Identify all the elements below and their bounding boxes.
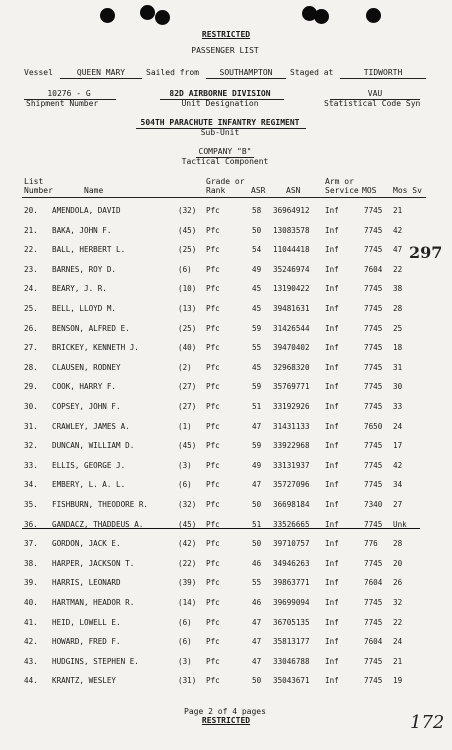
cell-asr: 46 [252,558,262,568]
table-row [0,402,452,416]
cell-name: HARTMAN, HEADOR R. [52,598,135,607]
strikethrough-line [22,528,420,529]
cell-unit-ref: (6) [178,637,192,647]
cell-rank: Pfc [206,304,220,313]
cell-mos-sv: 21 [393,206,403,215]
staged-label: Staged at [290,68,334,77]
cell-rank: Pfc [206,402,220,411]
cell-mos: 7745 [364,362,383,372]
cell-list-number: 31. [24,421,38,431]
cell-asr: 54 [252,245,262,255]
cell-asn: 32968320 [273,362,310,372]
cell-unit-ref: (32) [178,500,197,509]
cell-mos: 7745 [364,225,383,235]
cell-list-number: 37. [24,539,38,549]
table-row [0,304,452,318]
cell-mos-sv: 31 [393,362,403,372]
cell-name: AMENDOLA, DAVID [52,206,121,215]
handwritten-number: 172 [410,712,445,733]
cell-rank: Pfc [206,382,220,392]
table-row [0,500,452,514]
cell-asn: 33526665 [273,519,310,529]
cell-asn: 31426544 [273,323,310,333]
cell-asr: 50 [252,676,262,686]
cell-list-number: 26. [24,323,38,333]
table-row [0,363,452,377]
cell-asr: 49 [252,264,262,274]
cell-list-number: 35. [24,500,38,509]
cell-list-number: 41. [24,617,38,627]
col-asn: ASN [286,186,301,195]
cell-mos: 7745 [364,304,383,313]
cell-rank: Pfc [206,343,220,353]
cell-name: HUDGINS, STEPHEN E. [52,656,139,666]
margin-note: 297 [409,243,443,262]
punch-hole-1 [100,8,115,23]
cell-asr: 59 [252,323,262,333]
cell-arm: Inf [325,519,339,529]
table-row [0,578,452,592]
table-row [0,441,452,455]
cell-asn: 39481631 [273,304,310,313]
cell-mos: 7340 [364,500,383,509]
cell-list-number: 24. [24,284,38,294]
cell-arm: Inf [325,343,339,353]
cell-asn: 36964912 [273,206,310,215]
cell-asn: 35727096 [273,480,310,490]
cell-arm: Inf [325,382,339,392]
cell-name: BRICKEY, KENNETH J. [52,343,139,353]
cell-rank: Pfc [206,656,220,666]
cell-arm: Inf [325,284,339,294]
table-row [0,539,452,553]
cell-arm: Inf [325,539,339,549]
cell-rank: Pfc [206,519,220,529]
cell-arm: Inf [325,264,339,274]
col-arm: Arm or [325,177,354,186]
cell-mos: 7745 [364,206,383,215]
cell-asr: 59 [252,441,262,451]
cell-mos-sv: 26 [393,578,403,588]
cell-unit-ref: (25) [178,323,197,333]
cell-list-number: 39. [24,578,38,588]
cell-name: HARPER, JACKSON T. [52,558,135,568]
cell-unit-ref: (6) [178,617,192,627]
cell-name: CRAWLEY, JAMES A. [52,421,130,431]
cell-asr: 45 [252,304,262,313]
cell-mos: 7745 [364,598,383,607]
table-row [0,382,452,396]
cell-mos: 7745 [364,402,383,411]
cell-unit-ref: (25) [178,245,197,255]
cell-arm: Inf [325,304,339,313]
col-list-number: List [24,177,44,186]
company: COMPANY "B" [198,147,252,156]
cell-asn: 13190422 [273,284,310,294]
cell-asn: 39470402 [273,343,310,353]
cell-unit-ref: (27) [178,402,197,411]
cell-rank: Pfc [206,264,220,274]
cell-asr: 59 [252,382,262,392]
cell-asr: 51 [252,402,262,411]
cell-mos: 7745 [364,441,383,451]
cell-asr: 50 [252,500,262,509]
cell-asr: 55 [252,343,262,353]
sub-unit: 504TH PARACHUTE INFANTRY REGIMENT [140,118,300,127]
cell-list-number: 28. [24,362,38,372]
table-row [0,226,452,240]
cell-list-number: 42. [24,637,38,647]
cell-arm: Inf [325,656,339,666]
cell-unit-ref: (10) [178,284,197,294]
cell-list-number: 36. [24,519,38,529]
cell-arm: Inf [325,402,339,411]
col-arm-2: Service [325,186,359,195]
restricted-bottom: RESTRICTED [201,716,251,725]
shipment-label: Shipment Number [26,99,99,108]
cell-mos-sv: 17 [393,441,403,451]
cell-unit-ref: (40) [178,343,197,353]
cell-name: ELLIS, GEORGE J. [52,460,126,470]
cell-asn: 39863771 [273,578,310,588]
table-row [0,520,452,534]
cell-arm: Inf [325,421,339,431]
cell-list-number: 29. [24,382,38,392]
table-row [0,637,452,651]
cell-mos: 7604 [364,264,383,274]
code-label: Statistical Code Syn [324,99,421,108]
cell-arm: Inf [325,362,339,372]
cell-asn: 33046788 [273,656,310,666]
cell-name: BAKA, JOHN F. [52,225,112,235]
cell-asr: 50 [252,225,262,235]
cell-name: HOWARD, FRED F. [52,637,121,647]
table-row [0,676,452,690]
cell-mos: 7745 [364,245,383,255]
cell-asr: 47 [252,480,262,490]
cell-mos: 7650 [364,421,383,431]
cell-asn: 35769771 [273,382,310,392]
cell-mos: 7745 [364,480,383,490]
cell-asr: 45 [252,284,262,294]
col-mos-sv: Mos Sv [393,186,422,195]
cell-unit-ref: (14) [178,598,197,607]
cell-asr: 55 [252,578,262,588]
cell-asn: 33922968 [273,441,310,451]
col-grade-2: Rank [206,186,226,195]
cell-mos-sv: 24 [393,637,403,647]
col-list-number-2: Number [24,186,53,195]
cell-rank: Pfc [206,441,220,451]
cell-mos: 776 [364,539,378,549]
col-mos: MOS [362,186,377,195]
cell-unit-ref: (2) [178,362,192,372]
cell-mos-sv: 42 [393,460,403,470]
cell-mos: 7604 [364,578,383,588]
cell-name: DUNCAN, WILLIAM D. [52,441,135,451]
cell-mos-sv: 32 [393,598,403,607]
cell-asn: 35246974 [273,264,310,274]
table-row [0,618,452,632]
cell-mos: 7745 [364,519,383,529]
cell-unit-ref: (39) [178,578,197,588]
cell-arm: Inf [325,578,339,588]
cell-unit-ref: (45) [178,441,197,451]
table-row [0,598,452,612]
restricted-top: RESTRICTED [201,30,251,39]
cell-mos-sv: 24 [393,421,403,431]
cell-arm: Inf [325,617,339,627]
cell-unit-ref: (6) [178,480,192,490]
cell-mos: 7745 [364,323,383,333]
cell-list-number: 40. [24,598,38,607]
cell-asn: 34946263 [273,558,310,568]
cell-rank: Pfc [206,245,220,255]
cell-arm: Inf [325,441,339,451]
cell-mos-sv: 34 [393,480,403,490]
cell-name: HARRIS, LEONARD [52,578,121,588]
cell-name: GORDON, JACK E. [52,539,121,549]
cell-asn: 39710757 [273,539,310,549]
cell-rank: Pfc [206,578,220,588]
cell-rank: Pfc [206,225,220,235]
table-row [0,480,452,494]
cell-rank: Pfc [206,676,220,686]
cell-mos: 7604 [364,637,383,647]
cell-arm: Inf [325,245,339,255]
cell-asn: 13083578 [273,225,310,235]
cell-asn: 11044418 [273,245,310,255]
table-row [0,422,452,436]
shipment-number: 10276 - G [47,89,91,98]
cell-list-number: 22. [24,245,38,255]
cell-arm: Inf [325,206,339,215]
cell-list-number: 27. [24,343,38,353]
punch-hole-6 [366,8,381,23]
vessel-value: QUEEN MARY [76,68,126,77]
cell-arm: Inf [325,323,339,333]
cell-list-number: 33. [24,460,38,470]
cell-name: EMBERY, L. A. L. [52,480,126,490]
cell-list-number: 34. [24,480,38,490]
cell-name: HEID, LOWELL E. [52,617,121,627]
cell-asr: 46 [252,598,262,607]
table-row [0,284,452,298]
cell-asn: 39699094 [273,598,310,607]
cell-mos-sv: Unk [393,519,407,529]
cell-unit-ref: (22) [178,558,197,568]
cell-asr: 47 [252,617,262,627]
vessel-label: Vessel [24,68,53,77]
cell-mos: 7745 [364,460,383,470]
cell-mos-sv: 47 [393,245,403,255]
table-row [0,206,452,220]
cell-unit-ref: (45) [178,225,197,235]
cell-unit-ref: (27) [178,382,197,392]
cell-mos-sv: 22 [393,264,403,274]
company-label: Tactical Component [181,157,269,166]
cell-asn: 35043671 [273,676,310,686]
cell-unit-ref: (31) [178,676,197,686]
table-row [0,343,452,357]
cell-rank: Pfc [206,421,220,431]
punch-hole-5 [314,9,329,24]
cell-rank: Pfc [206,617,220,627]
cell-rank: Pfc [206,284,220,294]
cell-name: BENSON, ALFRED E. [52,323,130,333]
cell-rank: Pfc [206,558,220,568]
cell-name: FISHBURN, THEODORE R. [52,500,149,509]
cell-arm: Inf [325,225,339,235]
cell-mos-sv: 22 [393,617,403,627]
cell-arm: Inf [325,500,339,509]
cell-mos: 7745 [364,343,383,353]
cell-rank: Pfc [206,539,220,549]
col-asr: ASR [251,186,266,195]
cell-list-number: 20. [24,206,38,215]
cell-list-number: 43. [24,656,38,666]
cell-asn: 35813177 [273,637,310,647]
cell-name: COOK, HARRY F. [52,382,117,392]
cell-unit-ref: (45) [178,519,197,529]
cell-unit-ref: (32) [178,206,197,215]
cell-asr: 47 [252,421,262,431]
page-indicator: Page 2 of 4 pages [184,707,266,716]
staged-value: TIDWORTH [363,68,403,77]
table-row [0,559,452,573]
cell-mos: 7745 [364,676,383,686]
cell-rank: Pfc [206,206,220,215]
sailed-value: SOUTHAMPTON [219,68,273,77]
cell-mos-sv: 28 [393,304,403,313]
cell-mos-sv: 25 [393,323,403,333]
list-title: PASSENGER LIST [191,46,259,55]
cell-unit-ref: (13) [178,304,197,313]
cell-mos-sv: 33 [393,402,403,411]
cell-arm: Inf [325,676,339,686]
punch-hole-2 [140,5,155,20]
cell-list-number: 25. [24,304,38,313]
cell-mos: 7745 [364,284,383,294]
table-row [0,461,452,475]
punch-hole-3 [155,10,170,25]
cell-mos: 7745 [364,382,383,392]
cell-rank: Pfc [206,480,220,490]
cell-arm: Inf [325,598,339,607]
cell-mos-sv: 21 [393,656,403,666]
cell-name: BALL, HERBERT L. [52,245,126,255]
cell-name: BARNES, ROY D. [52,264,117,274]
unit-designation: 82D AIRBORNE DIVISION [169,89,271,98]
cell-name: BEARY, J. R. [52,284,107,294]
cell-list-number: 30. [24,402,38,411]
cell-arm: Inf [325,460,339,470]
unit-label: Unit Designation [181,99,259,108]
cell-rank: Pfc [206,500,220,509]
cell-list-number: 44. [24,676,38,686]
cell-mos-sv: 28 [393,539,403,549]
cell-asr: 45 [252,362,262,372]
code-syn: VAU [367,89,383,98]
cell-asn: 33192926 [273,402,310,411]
cell-arm: Inf [325,558,339,568]
cell-mos: 7745 [364,558,383,568]
cell-rank: Pfc [206,323,220,333]
cell-unit-ref: (42) [178,539,197,549]
col-name: Name [84,186,104,195]
cell-rank: Pfc [206,598,220,607]
cell-asn: 31431133 [273,421,310,431]
cell-asr: 50 [252,539,262,549]
table-row [0,324,452,338]
cell-unit-ref: (3) [178,656,192,666]
table-row [0,265,452,279]
cell-name: CLAUSEN, RODNEY [52,362,121,372]
cell-asn: 33131937 [273,460,310,470]
cell-asn: 36698184 [273,500,310,509]
cell-mos-sv: 19 [393,676,403,686]
cell-rank: Pfc [206,637,220,647]
cell-mos-sv: 30 [393,382,403,392]
cell-asn: 36705135 [273,617,310,627]
cell-arm: Inf [325,480,339,490]
cell-rank: Pfc [206,460,220,470]
cell-list-number: 38. [24,558,38,568]
cell-mos-sv: 42 [393,225,403,235]
cell-asr: 51 [252,519,262,529]
cell-arm: Inf [325,637,339,647]
cell-unit-ref: (1) [178,421,192,431]
sub-unit-label: Sub-Unit [200,128,240,137]
cell-name: KRANTZ, WESLEY [52,676,117,686]
cell-mos-sv: 18 [393,343,403,353]
sailed-label: Sailed from [146,68,199,77]
cell-list-number: 23. [24,264,38,274]
cell-mos-sv: 27 [393,500,403,509]
col-grade: Grade or [206,177,245,186]
cell-unit-ref: (6) [178,264,192,274]
cell-list-number: 32. [24,441,38,451]
table-row [0,245,452,259]
cell-name: BELL, LLOYD M. [52,304,117,313]
cell-asr: 49 [252,460,262,470]
cell-asr: 47 [252,637,262,647]
cell-name: GANDACZ, THADDEUS A. [52,519,144,529]
cell-unit-ref: (3) [178,460,192,470]
cell-asr: 47 [252,656,262,666]
table-row [0,657,452,671]
cell-list-number: 21. [24,225,38,235]
cell-name: COPSEY, JOHN F. [52,402,121,411]
cell-mos-sv: 38 [393,284,403,294]
cell-mos: 7745 [364,656,383,666]
cell-asr: 58 [252,206,262,215]
cell-rank: Pfc [206,362,220,372]
cell-mos: 7745 [364,617,383,627]
cell-mos-sv: 20 [393,558,403,568]
